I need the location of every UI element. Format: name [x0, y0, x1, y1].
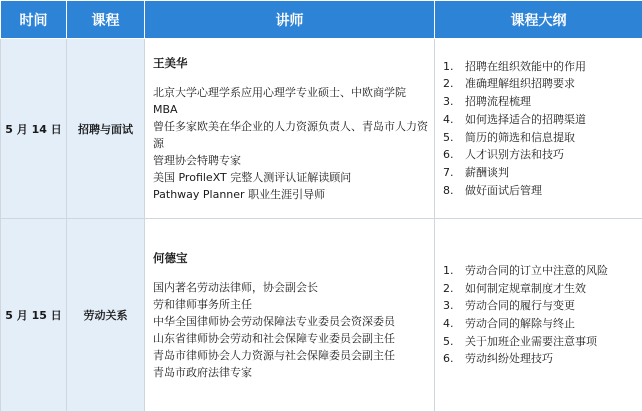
header-outline: 课程大纲 [435, 1, 642, 39]
session-date: 5 月 14 日 [1, 39, 67, 219]
lecturer-bio-line: Pathway Planner 职业生涯引导师 [153, 186, 434, 203]
lecturer-name: 何德宝 [153, 250, 434, 267]
lecturer-bio-line: 管理协会特聘专家 [153, 152, 434, 169]
session-date: 5 月 15 日 [1, 219, 67, 412]
lecturer-cell [145, 219, 435, 412]
list-item: 7. 薪酬谈判 [443, 164, 642, 182]
list-item: 4. 劳动合同的解除与终止 [443, 315, 642, 333]
lecturer-cell [145, 39, 435, 219]
lecturer-bio-line: 青岛市政府法律专家 [153, 364, 434, 381]
list-item: 2. 准确理解组织招聘要求 [443, 75, 642, 93]
list-item: 5. 简历的筛选和信息提取 [443, 129, 642, 147]
lecturer-bio-line: 中华全国律师协会劳动保障法专业委员会资深委员 [153, 313, 434, 330]
header-time: 时间 [1, 1, 67, 39]
outline-list [443, 58, 642, 200]
list-item: 1. 招聘在组织效能中的作用 [443, 58, 642, 76]
lecturer-bio-line: 劳和律师事务所主任 [153, 296, 434, 313]
lecturer-bio-line: 青岛市律师协会人力资源与社会保障委员会副主任 [153, 347, 434, 364]
outline-cell [435, 39, 642, 219]
table-row [1, 219, 642, 412]
list-item: 3. 劳动合同的履行与变更 [443, 297, 642, 315]
course-name: 劳动关系 [67, 219, 145, 412]
list-item: 6. 劳动纠纷处理技巧 [443, 350, 642, 368]
header-row [1, 1, 642, 39]
outline-list [443, 262, 642, 368]
list-item: 1. 劳动合同的订立中注意的风险 [443, 262, 642, 280]
list-item: 8. 做好面试后管理 [443, 182, 642, 200]
lecturer-name: 王美华 [153, 55, 434, 72]
header-lecturer: 讲师 [145, 1, 435, 39]
lecturer-bio-line: 曾任多家欧美在华企业的人力资源负责人、青岛市人力资源 [153, 118, 434, 152]
lecturer-bio-line: 山东省律师协会劳动和社会保障专业委员会副主任 [153, 330, 434, 347]
list-item: 3. 招聘流程梳理 [443, 93, 642, 111]
list-item: 6. 人才识别方法和技巧 [443, 146, 642, 164]
header-course: 课程 [67, 1, 145, 39]
lecturer-bio-line: 北京大学心理学系应用心理学专业硕士、中欧商学院 MBA [153, 84, 434, 118]
list-item: 2. 如何制定规章制度才生效 [443, 280, 642, 298]
outline-cell [435, 219, 642, 412]
table-row [1, 39, 642, 219]
list-item: 4. 如何选择适合的招聘渠道 [443, 111, 642, 129]
lecturer-bio-line: 美国 ProfileXT 完整人测评认证解读顾问 [153, 169, 434, 186]
lecturer-bio-line: 国内著名劳动法律师，协会副会长 [153, 279, 434, 296]
course-name: 招聘与面试 [67, 39, 145, 219]
list-item: 5. 关于加班企业需要注意事项 [443, 333, 642, 351]
